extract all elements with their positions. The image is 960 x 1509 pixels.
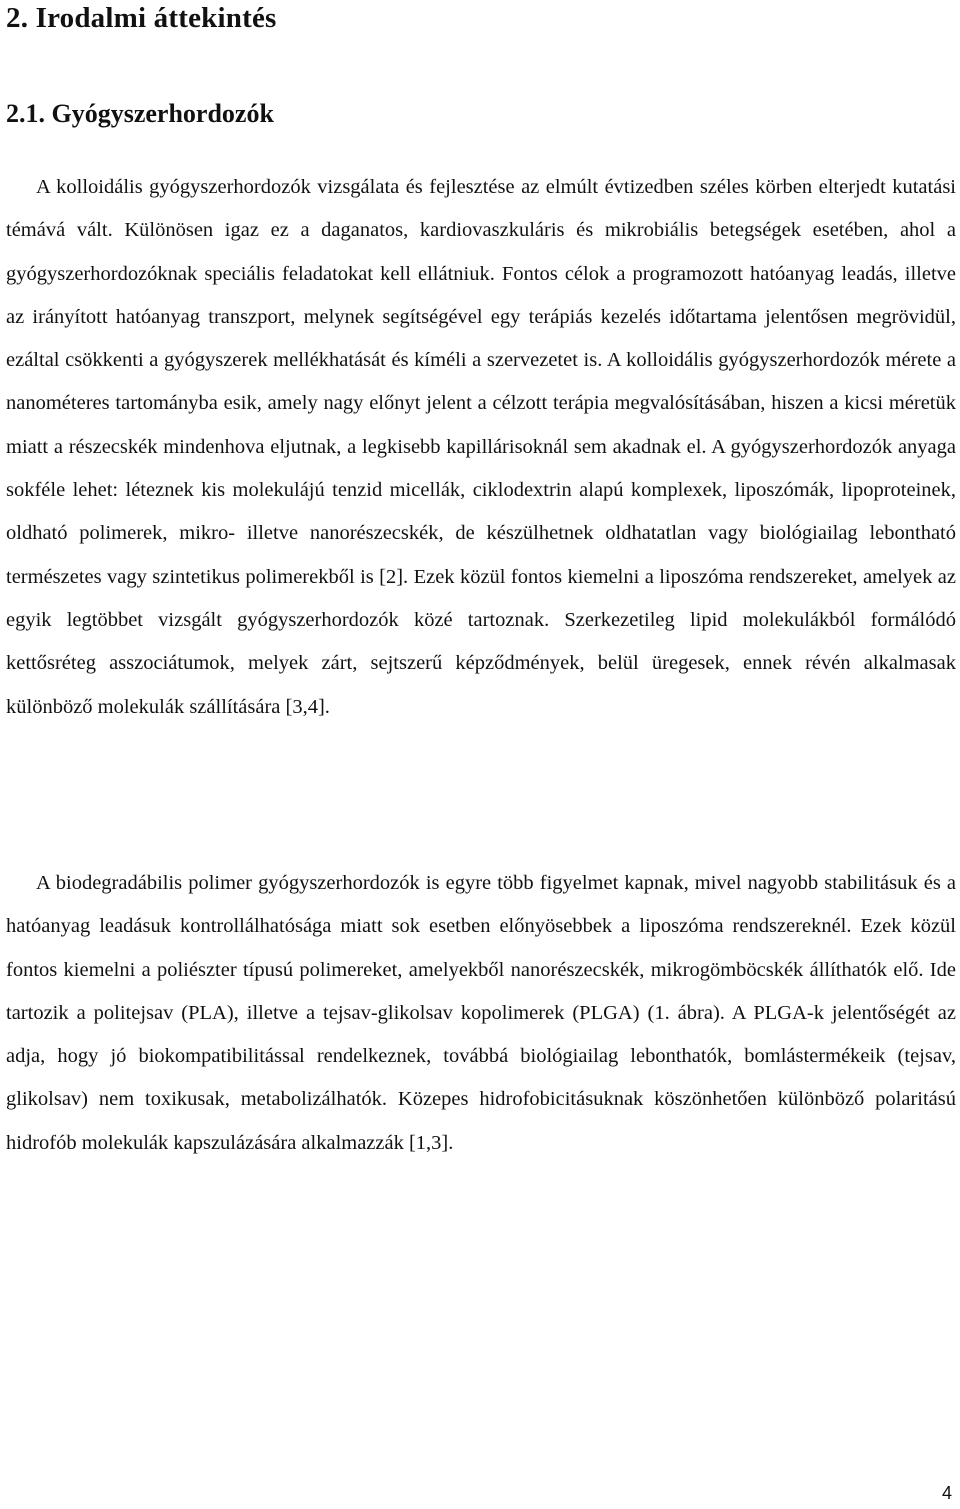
- body-paragraph-1: A kolloidális gyógyszerhordozók vizsgálata és fejlesztése az elmúlt évtizedben széles körben elterjedt kutatási témává vált. Különösen igaz ez a daganatos, kardiovaszkuláris és mikrobiális betegségek esetében, ahol a gyógyszerhordozóknak speciális feladatokat kell ellátniuk. Fontos célok a programozott hatóanyag leadás, illetve az irányított hatóanyag transzport, melynek segítségével egy terápiás kezelés időtartama jelentősen megrövidül, ezáltal csökkenti a gyógyszerek mellékhatását és kíméli a szervezetet is. A kolloidális gyógyszerhordozók mérete a nanométeres tartományba esik, amely nagy előnyt jelent a célzott terápia megvalósításában, hiszen a kicsi méretük miatt a részecskék mindenhova eljutnak, a legkisebb kapillárisoknál sem akadnak el. A gyógyszerhordozók anyaga sokféle lehet: léteznek kis molekulájú tenzid micellák, ciklodextrin alapú komplexek, liposzómák, lipoproteinek, oldható polimerek, mikro- illetve nanorészecskék, de készülhetnek oldhatatlan vagy biológiailag lebontható természetes vagy szintetikus polimerekből is [2]. Ezek közül fontos kiemelni a liposzóma rendszereket, amelyek az egyik legtöbbet vizsgált gyógyszerhordozók közé tartoznak. Szerkezetileg lipid molekulákból formálódó kettősréteg asszociátumok, melyek zárt, sejtszerű képződmények, belül üregesek, ennek révén alkalmasak különböző molekulák szállítására [3,4].: [6, 176, 956, 718]
- page-number: 4: [941, 1483, 952, 1503]
- body-paragraph-2: A biodegradábilis polimer gyógyszerhordozók is egyre több figyelmet kapnak, mivel nagyobb stabilitásuk és a hatóanyag leadásuk kontrollálhatósága miatt sok esetben előnyösebbek a liposzóma rendszereknél. Ezek közül fontos kiemelni a poliészter típusú polimereket, amelyekből nanorészecskék, mikrogömböcskék állíthatók elő. Ide tartozik a politejsav (PLA), illetve a tejsav-glikolsav kopolimerek (PLGA) (1. ábra). A PLGA-k jelentőségét az adja, hogy jó biokompatibilitással rendelkeznek, továbbá biológiailag lebonthatók, bomlástermékeik (tejsav, glikolsav) nem toxikusak, metabolizálhatók. Közepes hidrofobicitásuknak köszönhetően különböző polaritású hidrofób molekulák kapszulázására alkalmazzák [1,3].: [6, 872, 956, 1154]
- chapter-heading: 2. Irodalmi áttekintés: [6, 2, 277, 34]
- section-heading: 2.1. Gyógyszerhordozók: [6, 99, 274, 128]
